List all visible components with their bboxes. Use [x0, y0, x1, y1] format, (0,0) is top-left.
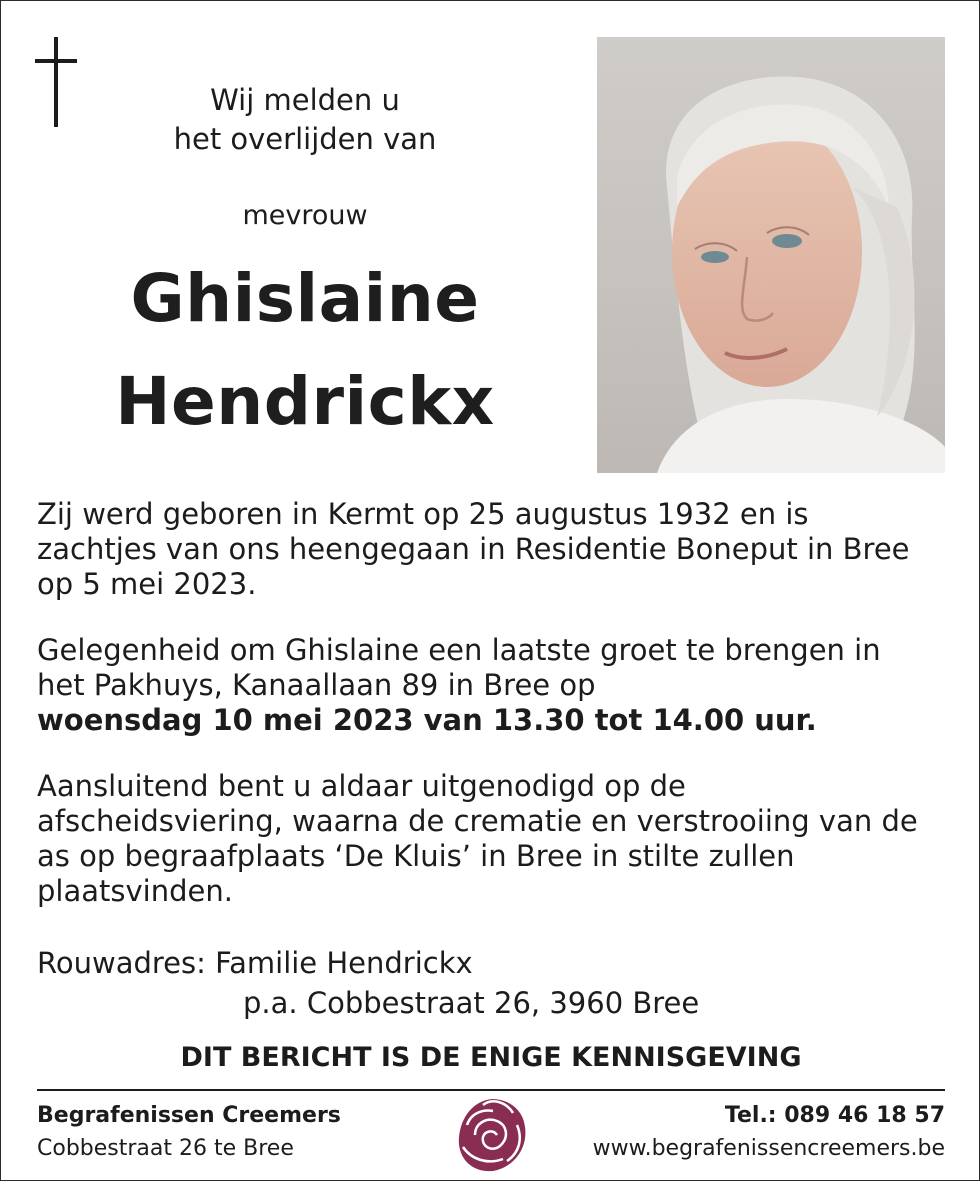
mourning-address-line-2: p.a. Cobbestraat 26, 3960 Bree [243, 986, 700, 1020]
intro-line-2: het overlijden van [173, 122, 437, 156]
portrait-photo [597, 37, 945, 473]
phone-number: Tel.: 089 46 18 57 [724, 1103, 945, 1128]
funeral-company-name: Begrafenissen Creemers [37, 1103, 341, 1128]
honorific: mevrouw [242, 200, 368, 231]
birth-death-paragraph: Zij werd geboren in Kermt op 25 augustus 1932 en is zachtjes van ons heengegaan in Residentie Boneput in Bree op 5 mei 2023. [37, 497, 910, 601]
ceremony-paragraph: Aansluitend bent u aldaar uitgenodigd op de afscheidsviering, waarna de crematie en verstrooiing van de as op begraafplaats ‘De Kluis’ in Bree in stilte zullen plaatsvinden. [37, 769, 918, 908]
only-notice-banner: DIT BERICHT IS DE ENIGE KENNISGEVING [180, 1042, 802, 1073]
farewell-paragraph [37, 633, 937, 738]
farewell-text: Gelegenheid om Ghislaine een laatste groet te brengen in het Pakhuys, Kanaallaan 89 in Bree op [37, 633, 881, 702]
deceased-last-name: Hendrickx [115, 363, 495, 440]
intro-line-1: Wij melden u [210, 83, 400, 117]
mourning-address-line-1: Rouwadres: Familie Hendrickx [37, 946, 473, 980]
deceased-first-name: Ghislaine [130, 260, 480, 337]
footer-divider [37, 1089, 945, 1091]
farewell-datetime: woensdag 10 mei 2023 van 13.30 tot 14.00 uur. [37, 703, 817, 737]
website-link[interactable]: www.begrafenissencreemers.be [592, 1136, 945, 1161]
funeral-company-address: Cobbestraat 26 te Bree [37, 1136, 294, 1161]
cross-icon [35, 37, 79, 129]
rose-logo-icon [453, 1095, 531, 1175]
